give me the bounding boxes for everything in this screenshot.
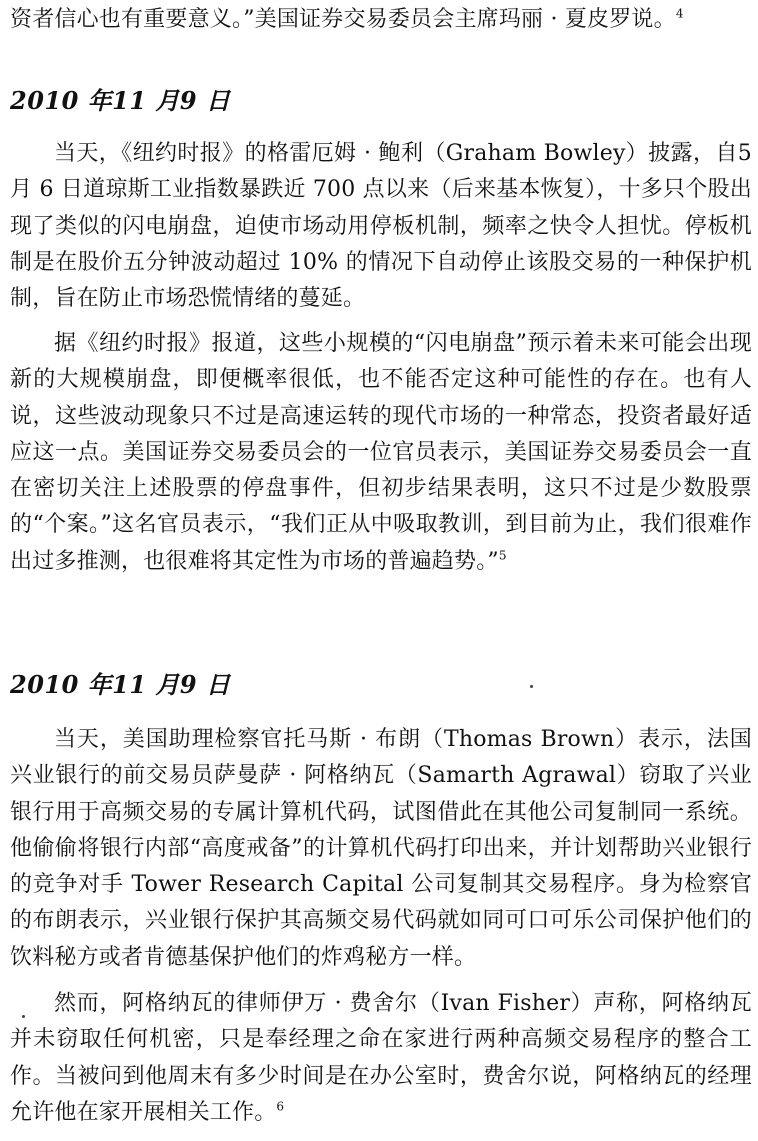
paragraph xyxy=(10,986,752,1131)
paragraph-text: 据《纽约时报》报道，这些小规模的“闪电崩盘”预示着未来可能会出现新的大规模崩盘，即便概率很低，也不能否定这种可能性的存在。也有人说，这些波动现象只不过是高速运转的现代市场的一种常态，投资者最好适应这一点。美国证券交易委员会的一位官员表示，美国证券交易委员会一直在密切关注上述股票的停盘事件，但初步结果表明，这只不过是少数股票的“个案。”这名官员表示，“我们正从中吸取教训，到目前为止，我们很难作出过多推测，也很难将其定性为市场的普遍趋势。” xyxy=(10,331,752,574)
paragraph-continuation xyxy=(10,2,752,38)
paragraph xyxy=(10,326,752,580)
footnote-marker: 4 xyxy=(675,6,684,21)
paragraph: 当天，美国助理检察官托马斯 · 布朗（Thomas Brown）表示，法国兴业银行的前交易员萨曼萨 · 阿格纳瓦（Samarth Agrawal）窃取了兴业银行用于高频交易的专属计算机代码，试图借此在其他公司复制同一系统。他偷偷将银行内部“高度戒备”的计算机代码打印出来，并计划帮助兴业银行的竞争对手 Tower Research Capital 公司复制其交易程序。身为检察官的布朗表示，兴业银行保护其高频交易代码就如同可口可乐公司保护他们的饮料秘方或者肯德基保护他们的炸鸡秘方一样。 xyxy=(10,727,752,970)
footnote-marker: 6 xyxy=(276,1099,285,1114)
footnote-marker: 5 xyxy=(498,548,507,563)
scan-speck xyxy=(22,1015,25,1018)
paragraph: 当天，《纽约时报》的格雷厄姆 · 鲍利（Graham Bowley）披露，自5 月 6 日道琼斯工业指数暴跌近 700 点以来（后来基本恢复），十多只个股出现了类似的闪电崩盘，迫使市场动用停板机制，频率之快令人担忧。停板机制是在股价五分钟波动超过 10% 的情况下自动停止该股交易的一种保护机制，旨在防止市场恐慌情绪的蔓延。 xyxy=(10,141,752,312)
paragraph-text: 资者信心也有重要意义。”美国证券交易委员会主席玛丽 · 夏皮罗说。 xyxy=(10,7,676,32)
scan-speck xyxy=(530,685,533,688)
date-heading: 2010 年11 月9 日 xyxy=(10,86,231,115)
date-heading: 2010 年11 月9 日 xyxy=(10,670,231,699)
paragraph-text: 然而，阿格纳瓦的律师伊万 · 费舍尔（Ivan Fisher）声称，阿格纳瓦并未窃取任何机密，只是奉经理之命在家进行两种高频交易程序的整合工作。当被问到他周末有多少时间是在办公室时，费舍尔说，阿格纳瓦的经理允许他在家开展相关工作。 xyxy=(10,991,752,1125)
